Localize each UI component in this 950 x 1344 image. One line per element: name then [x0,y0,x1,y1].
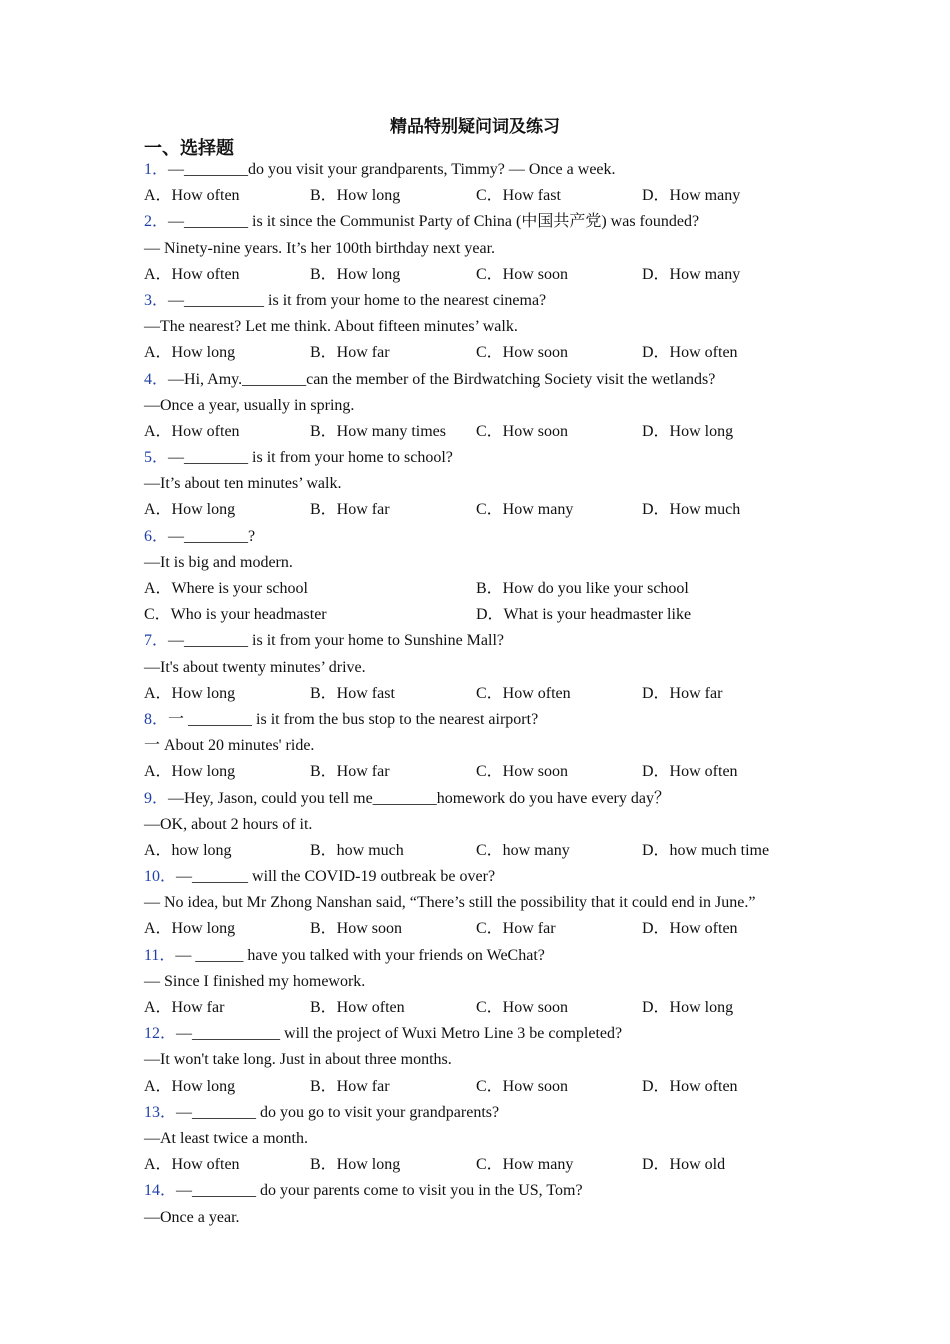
answer-line: 一 About 20 minutes' ride. [144,737,315,755]
option-b: B．how much [310,841,404,859]
question-text: —________ is it from your home to Sunshine Mall? [168,632,504,650]
option-row [144,183,824,209]
question-text: —________? [168,527,256,545]
option-row [144,916,824,942]
question-text: —__________ is it from your home to the nearest cinema? [168,291,547,309]
option-b: B．How long [310,187,401,205]
option-c: C．How soon [476,265,569,283]
question-number: 5． [144,449,169,467]
question-stem [144,1021,824,1047]
question-text: —Hi, Amy.________can the member of the Birdwatching Society visit the wetlands? [168,370,716,388]
option-a: A．How far [144,999,225,1016]
question-text: —________ do your parents come to visit you in the US, Tom? [176,1182,583,1200]
question-stem [144,288,824,314]
option-d: D．How long [642,422,734,440]
option-d: D．How often [642,920,738,938]
answer-line: — Since I finished my homework. [144,972,366,990]
answer-line: —It is big and modern. [144,553,293,571]
option-d: D．How often [642,763,738,781]
option-row [144,995,824,1021]
option-c: C．how many [476,841,570,859]
question-text: —________ is it since the Communist Party of China (中国共产党) was founded? [168,213,700,231]
answer-line: —It's about twenty minutes’ drive. [144,658,366,676]
option-c: C．How fast [476,187,561,205]
question-text: —___________ will the project of Wuxi Metro Line 3 be completed? [176,1025,623,1043]
option-a: A．How often [144,187,240,205]
question-text: —________ is it from your home to school? [168,449,453,467]
question-number: 13． [144,1103,177,1121]
question-number: 14． [144,1182,177,1200]
option-b: B．How long [310,1156,401,1174]
question-text: —________do you visit your grandparents, Timmy? — Once a week. [168,161,616,178]
question-number: 1． [144,161,169,178]
option-row [144,759,824,785]
page-title: 精品特别疑问词及练习 [390,117,560,137]
question-text: —Hey, Jason, could you tell me________homework do you have every day？ [168,789,670,807]
option-b: B．How long [310,265,401,283]
question-number: 9． [144,789,169,807]
question-number: 8． [144,710,169,728]
option-d: D．How far [642,684,723,702]
option-d: D．How old [642,1156,726,1174]
option-c: C．How soon [476,1077,569,1095]
option-row [144,1152,824,1178]
option-d: D．How long [642,999,734,1016]
option-b: B．How far [310,763,390,781]
option-a: A．Where is your school [144,580,308,597]
option-c: C．How far [476,920,556,938]
question-number: 2． [144,213,169,231]
question-stem [144,628,824,654]
question-number: 4． [144,370,169,388]
question-list [144,157,824,1231]
option-c: C．How many [476,501,574,519]
option-a: A．How long [144,684,236,702]
question-number: 7． [144,632,169,650]
question-stem [144,1100,824,1126]
option-row [144,681,824,707]
answer-line: —Once a year, usually in spring. [144,396,355,414]
question-text: — ______ have you talked with your friends on WeChat? [175,946,545,964]
question-stem [144,864,824,890]
question-text: 一 ________ is it from the bus stop to the nearest airport? [168,710,539,728]
option-row [144,340,824,366]
option-row [144,602,824,628]
option-a: A．How long [144,763,236,781]
question-number: 12． [144,1025,177,1043]
answer-line: —It’s about ten minutes’ walk. [144,475,342,493]
question-stem [144,157,824,183]
option-row [144,1074,824,1100]
section-heading: 一、选择题 [144,138,234,159]
question-number: 6． [144,527,169,545]
question-stem [144,943,824,969]
option-c: C．How often [476,684,571,702]
option-a: A．How long [144,920,236,938]
option-row [144,576,824,602]
option-row [144,497,824,523]
question-number: 10． [144,868,177,886]
option-a: A．How often [144,1156,240,1174]
option-d: D．How many [642,265,741,283]
option-d: D．How often [642,344,738,362]
question-stem [144,707,824,733]
option-c: C．How soon [476,999,569,1016]
question-stem [144,367,824,393]
option-d: D．how much time [642,841,770,859]
option-d: D．How often [642,1077,738,1095]
question-stem [144,209,824,235]
option-c: C．How many [476,1156,574,1174]
option-b: B．How soon [310,920,403,938]
option-a: A．How long [144,1077,236,1095]
option-c: C．How soon [476,344,569,362]
option-a: A．How often [144,422,240,440]
option-b: B．How fast [310,684,395,702]
answer-line: —It won't take long. Just in about three months. [144,1051,452,1069]
option-d: D．How much [642,501,741,519]
question-stem [144,786,824,812]
answer-line: —OK, about 2 hours of it. [144,815,313,833]
answer-line: — No idea, but Mr Zhong Nanshan said, “There’s still the possibility that it could end in June.” [144,894,756,912]
question-stem [144,524,824,550]
option-c: C．How soon [476,422,569,440]
option-a: A．how long [144,841,232,859]
answer-line: —The nearest? Let me think. About fifteen minutes’ walk. [144,318,518,336]
option-row [144,262,824,288]
question-number: 11． [144,946,176,964]
option-row [144,838,824,864]
option-row [144,419,824,445]
option-c: C．How soon [476,763,569,781]
question-number: 3． [144,291,169,309]
question-stem [144,1178,824,1204]
option-a: A．How long [144,344,236,362]
question-text: —________ do you go to visit your grandparents? [176,1103,500,1121]
option-b: B．How far [310,1077,390,1095]
option-d: D．What is your headmaster like [476,606,692,624]
option-b: B．How do you like your school [476,580,689,597]
option-b: B．How often [310,999,405,1016]
question-text: —_______ will the COVID-19 outbreak be over? [176,868,496,886]
option-d: D．How many [642,187,741,205]
option-b: B．How many times [310,422,446,440]
option-c: C．Who is your headmaster [144,606,327,624]
option-b: B．How far [310,501,390,519]
answer-line: —At least twice a month. [144,1129,308,1147]
option-b: B．How far [310,344,390,362]
question-stem [144,445,824,471]
option-a: A．How often [144,265,240,283]
answer-line: — Ninety-nine years. It’s her 100th birthday next year. [144,239,496,257]
option-a: A．How long [144,501,236,519]
answer-line: —Once a year. [144,1208,240,1226]
